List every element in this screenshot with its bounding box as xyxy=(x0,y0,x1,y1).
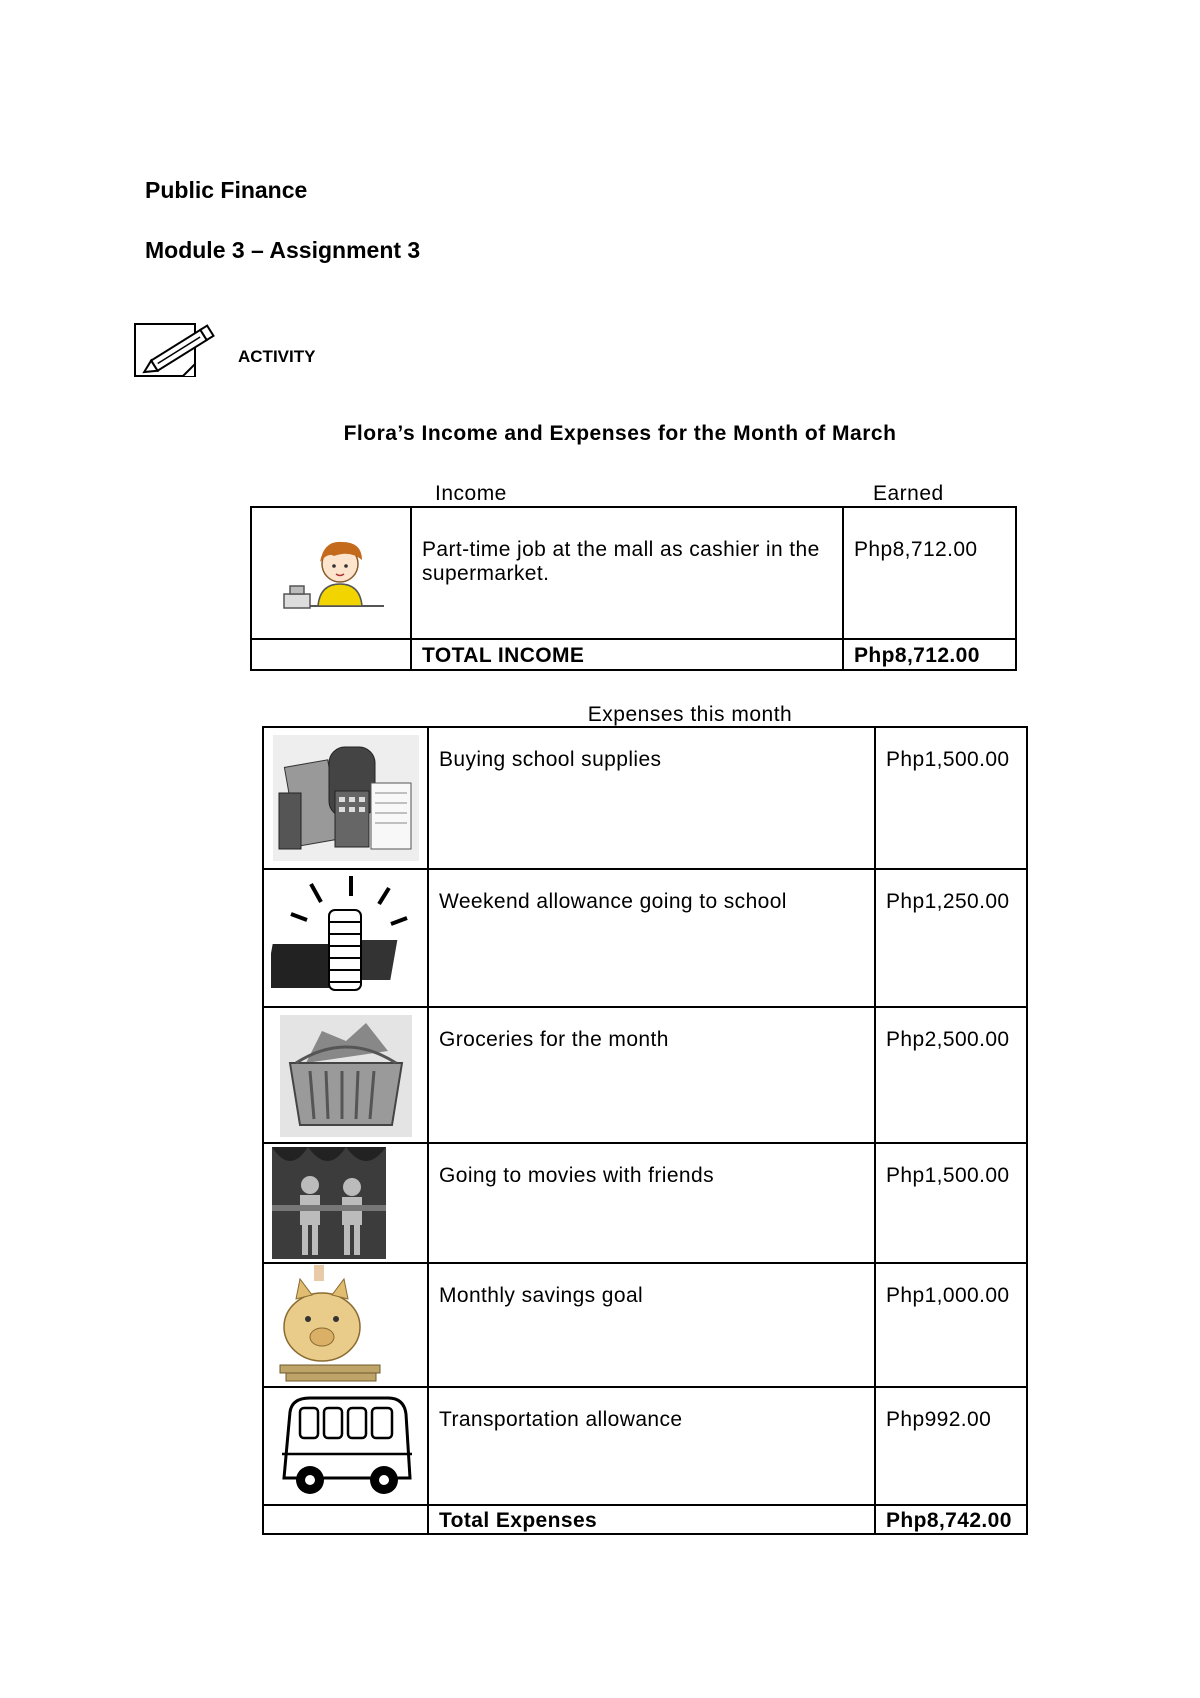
expenses-table xyxy=(262,726,1028,1535)
expense-icon-cell xyxy=(263,1387,428,1505)
expense-amount: Php1,500.00 xyxy=(875,727,1027,869)
bus-icon xyxy=(276,1392,416,1500)
assignment-title: Module 3 – Assignment 3 xyxy=(145,237,421,263)
income-total-row xyxy=(251,639,1016,670)
expense-row xyxy=(263,1387,1027,1505)
cashier-girl-icon xyxy=(276,528,386,618)
money-stack-icon xyxy=(271,874,421,1002)
expense-row xyxy=(263,869,1027,1007)
expense-label: Going to movies with friends xyxy=(428,1143,875,1263)
expense-label: Monthly savings goal xyxy=(428,1263,875,1387)
income-total-label: TOTAL INCOME xyxy=(411,639,843,670)
expense-amount: Php1,500.00 xyxy=(875,1143,1027,1263)
expense-amount: Php1,000.00 xyxy=(875,1263,1027,1387)
income-icon-cell xyxy=(251,507,411,639)
expense-amount: Php992.00 xyxy=(875,1387,1027,1505)
income-amount: Php8,712.00 xyxy=(843,507,1016,639)
activity-label: ACTIVITY xyxy=(238,347,316,366)
expense-row xyxy=(263,1007,1027,1143)
expense-amount: Php2,500.00 xyxy=(875,1007,1027,1143)
expense-icon-cell xyxy=(263,727,428,869)
expense-icon-cell xyxy=(263,869,428,1007)
expense-icon-cell xyxy=(263,1263,428,1387)
piggy-bank-icon xyxy=(270,1265,392,1385)
expense-label: Transportation allowance xyxy=(428,1387,875,1505)
earned-column-header: Earned xyxy=(873,482,944,505)
movie-friends-icon xyxy=(270,1145,390,1261)
expense-amount: Php1,250.00 xyxy=(875,869,1027,1007)
expense-row xyxy=(263,1143,1027,1263)
expense-icon-cell xyxy=(263,1143,428,1263)
pencil-note-icon xyxy=(133,320,223,380)
income-column-header: Income xyxy=(435,482,507,505)
expense-total-row xyxy=(263,1505,1027,1534)
expense-row xyxy=(263,727,1027,869)
income-total-amount: Php8,712.00 xyxy=(843,639,1016,670)
expense-icon-cell xyxy=(263,1007,428,1143)
expense-total-label: Total Expenses xyxy=(428,1505,875,1534)
income-description: Part-time job at the mall as cashier in the supermarket. xyxy=(411,507,843,639)
grocery-basket-icon xyxy=(276,1011,416,1139)
expense-label: Weekend allowance going to school xyxy=(428,869,875,1007)
school-supplies-icon xyxy=(271,733,421,863)
document-title: Flora’s Income and Expenses for the Month of March xyxy=(343,422,897,445)
expense-row xyxy=(263,1263,1027,1387)
expenses-caption: Expenses this month xyxy=(587,703,793,726)
expense-label: Buying school supplies xyxy=(428,727,875,869)
income-table xyxy=(250,506,1017,671)
course-title: Public Finance xyxy=(145,177,308,203)
expense-total-amount: Php8,742.00 xyxy=(875,1505,1027,1534)
expense-label: Groceries for the month xyxy=(428,1007,875,1143)
income-row xyxy=(251,507,1016,639)
